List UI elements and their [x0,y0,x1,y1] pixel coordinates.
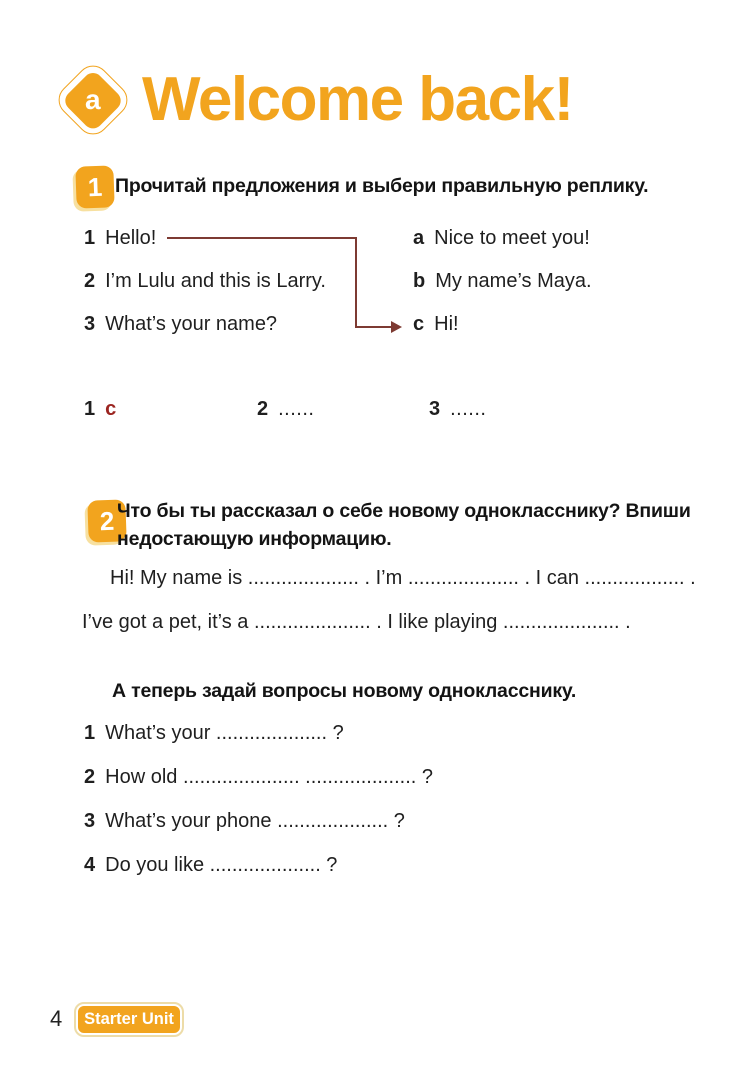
match-item-number: 3 [84,313,96,335]
answer-value: c [105,398,117,420]
match-option [413,225,590,251]
match-item [84,225,156,251]
question-number: 2 [84,766,96,788]
match-option [413,311,459,337]
page-number: 4 [50,1006,63,1031]
fill-in-line: Hi! My name is .................... . I’m .................... . I can .................. . [110,567,696,589]
question-number: 3 [84,810,96,832]
match-option-text: My name’s Maya. [435,270,592,292]
match-option-text: Nice to meet you! [434,227,590,249]
question-row [84,852,337,878]
module-diamond-badge [52,59,134,141]
question-row [84,764,433,790]
match-item [84,268,326,294]
exercise2-number-badge: 2 [87,499,126,542]
match-arrow-vertical-segment [355,237,357,328]
question-number: 1 [84,722,96,744]
question-text: Do you like .................... ? [105,854,338,876]
match-item-number: 1 [84,227,96,249]
question-text: How old ..................... .................... ? [105,766,433,788]
exercise2-instruction: Что бы ты рассказал о себе новому однокласснику? Впиши недостающую информацию. [117,500,691,550]
module-letter: a [85,83,101,115]
answer-item [429,396,486,422]
answer-item [257,396,314,422]
match-arrow-horizontal-segment [357,326,393,328]
unit-badge-label: Starter Unit [84,1010,174,1028]
question-number: 4 [84,854,96,876]
match-option [413,268,592,294]
unit-badge [76,1004,182,1035]
match-arrow-head-icon [391,321,402,333]
match-item-text: Hello! [105,227,157,249]
exercise1-number-badge: 1 [75,165,114,208]
match-arrow-horizontal-segment [167,237,357,239]
answer-item [84,396,116,422]
fill-in-line: I’ve got a pet, it’s a ..................... . I like playing ..................... . [82,611,631,633]
match-option-letter: a [413,227,425,249]
match-item [84,311,277,337]
answer-blank: ...... [450,398,487,420]
question-text: What’s your phone .................... ? [105,810,405,832]
answer-number: 3 [429,398,441,420]
module-diamond-inner [61,68,125,132]
question-row [84,808,405,834]
match-item-number: 2 [84,270,96,292]
question-row [84,720,344,746]
match-option-letter: b [413,270,426,292]
page-title: Welcome back! [142,65,573,134]
exercise2-sub-instruction: А теперь задай вопросы новому однокласснику. [112,680,577,702]
match-option-text: Hi! [434,313,459,335]
question-text: What’s your .................... ? [105,722,344,744]
match-option-letter: c [413,313,425,335]
match-item-text: I’m Lulu and this is Larry. [105,270,326,292]
exercise1-instruction: Прочитай предложения и выбери правильную реплику. [115,175,649,197]
answer-blank: ...... [278,398,315,420]
answer-number: 2 [257,398,269,420]
match-item-text: What’s your name? [105,313,278,335]
answer-number: 1 [84,398,96,420]
